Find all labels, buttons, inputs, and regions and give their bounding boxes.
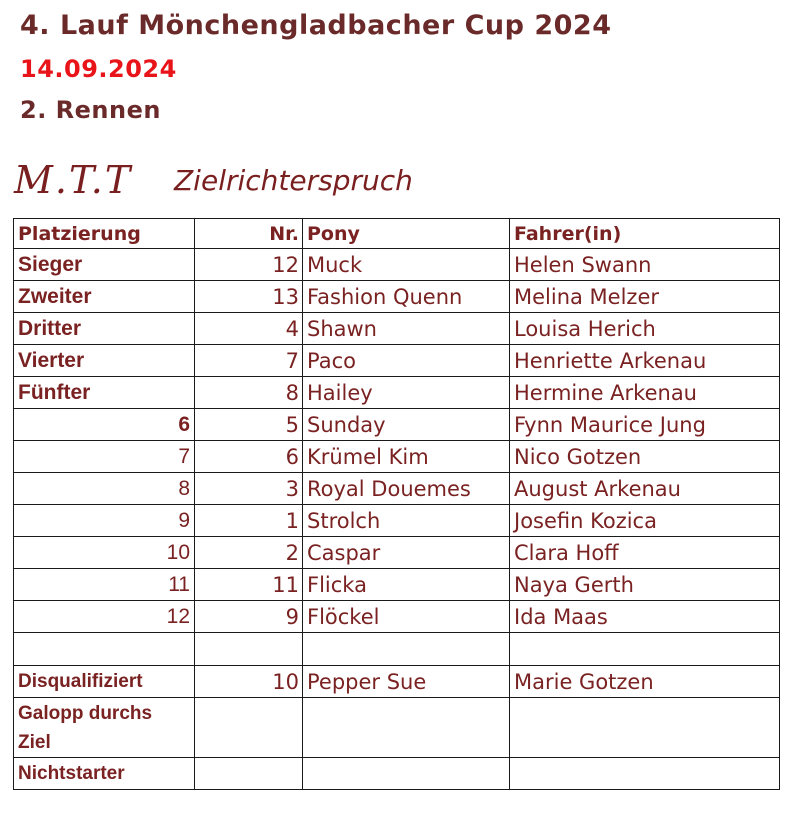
col-header-nr: Nr. [195, 219, 303, 249]
empty-cell [510, 633, 780, 666]
gallop-label: Galopp durchs Ziel [14, 698, 195, 758]
driver-cell: Marie Gotzen [510, 666, 780, 698]
pony-cell: Muck [303, 249, 510, 281]
empty-cell [303, 758, 510, 790]
pony-cell: Flicka [303, 569, 510, 601]
col-header-driver: Fahrer(in) [510, 219, 780, 249]
place-cell: 7 [14, 441, 195, 473]
pony-cell: Krümel Kim [303, 441, 510, 473]
driver-cell: Naya Gerth [510, 569, 780, 601]
pony-cell: Sunday [303, 409, 510, 441]
non-starter-row [14, 758, 780, 790]
driver-cell: Helen Swann [510, 249, 780, 281]
nr-cell: 3 [195, 473, 303, 505]
place-cell: 10 [14, 537, 195, 569]
place-cell: 6 [14, 409, 195, 441]
table-row [14, 473, 780, 505]
pony-cell: Hailey [303, 377, 510, 409]
table-row [14, 441, 780, 473]
driver-cell: Hermine Arkenau [510, 377, 780, 409]
table-header-row [14, 219, 780, 249]
non-starter-label: Nichtstarter [14, 758, 195, 790]
empty-cell [510, 698, 780, 758]
nr-cell: 1 [195, 505, 303, 537]
nr-cell: 8 [195, 377, 303, 409]
col-header-place: Platzierung [14, 219, 195, 249]
col-header-pony: Pony [303, 219, 510, 249]
nr-cell: 6 [195, 441, 303, 473]
pony-cell: Royal Douemes [303, 473, 510, 505]
place-cell: Sieger [14, 249, 195, 281]
empty-cell [303, 698, 510, 758]
mtt-logo: M.T.T [14, 158, 133, 202]
driver-cell: Ida Maas [510, 601, 780, 633]
place-cell: Vierter [14, 345, 195, 377]
nr-cell: 13 [195, 281, 303, 313]
nr-cell: 7 [195, 345, 303, 377]
results-subtitle: Zielrichterspruch [174, 164, 413, 197]
table-row [14, 345, 780, 377]
driver-cell: Fynn Maurice Jung [510, 409, 780, 441]
empty-cell [510, 758, 780, 790]
table-row [14, 249, 780, 281]
gallop-row [14, 698, 780, 758]
nr-cell: 9 [195, 601, 303, 633]
place-cell: 8 [14, 473, 195, 505]
nr-cell: 12 [195, 249, 303, 281]
place-cell: Fünfter [14, 377, 195, 409]
table-row [14, 313, 780, 345]
driver-cell: Henriette Arkenau [510, 345, 780, 377]
nr-cell: 4 [195, 313, 303, 345]
empty-cell [195, 698, 303, 758]
table-row [14, 409, 780, 441]
driver-cell: Nico Gotzen [510, 441, 780, 473]
event-date: 14.09.2024 [20, 55, 177, 83]
place-cell: Zweiter [14, 281, 195, 313]
place-cell: 12 [14, 601, 195, 633]
table-row [14, 601, 780, 633]
pony-cell: Shawn [303, 313, 510, 345]
nr-cell: 2 [195, 537, 303, 569]
event-title: 4. Lauf Mönchengladbacher Cup 2024 [20, 10, 612, 41]
race-label: 2. Rennen [20, 96, 161, 124]
driver-cell: Melina Melzer [510, 281, 780, 313]
pony-cell: Flöckel [303, 601, 510, 633]
empty-cell [14, 633, 195, 666]
empty-cell [195, 633, 303, 666]
table-row [14, 281, 780, 313]
table-row [14, 537, 780, 569]
disqualified-row [14, 666, 780, 698]
empty-cell [195, 758, 303, 790]
driver-cell: August Arkenau [510, 473, 780, 505]
place-cell: 11 [14, 569, 195, 601]
pony-cell: Fashion Quenn [303, 281, 510, 313]
driver-cell: Louisa Herich [510, 313, 780, 345]
table-row [14, 377, 780, 409]
pony-cell: Caspar [303, 537, 510, 569]
disqualified-label: Disqualifiziert [14, 666, 195, 698]
table-row [14, 569, 780, 601]
nr-cell: 5 [195, 409, 303, 441]
nr-cell: 11 [195, 569, 303, 601]
pony-cell: Strolch [303, 505, 510, 537]
place-cell: 9 [14, 505, 195, 537]
empty-cell [303, 633, 510, 666]
nr-cell: 10 [195, 666, 303, 698]
empty-row [14, 633, 780, 666]
driver-cell: Josefin Kozica [510, 505, 780, 537]
pony-cell: Paco [303, 345, 510, 377]
driver-cell: Clara Hoff [510, 537, 780, 569]
table-row [14, 505, 780, 537]
pony-cell: Pepper Sue [303, 666, 510, 698]
place-cell: Dritter [14, 313, 195, 345]
results-table [13, 218, 780, 790]
